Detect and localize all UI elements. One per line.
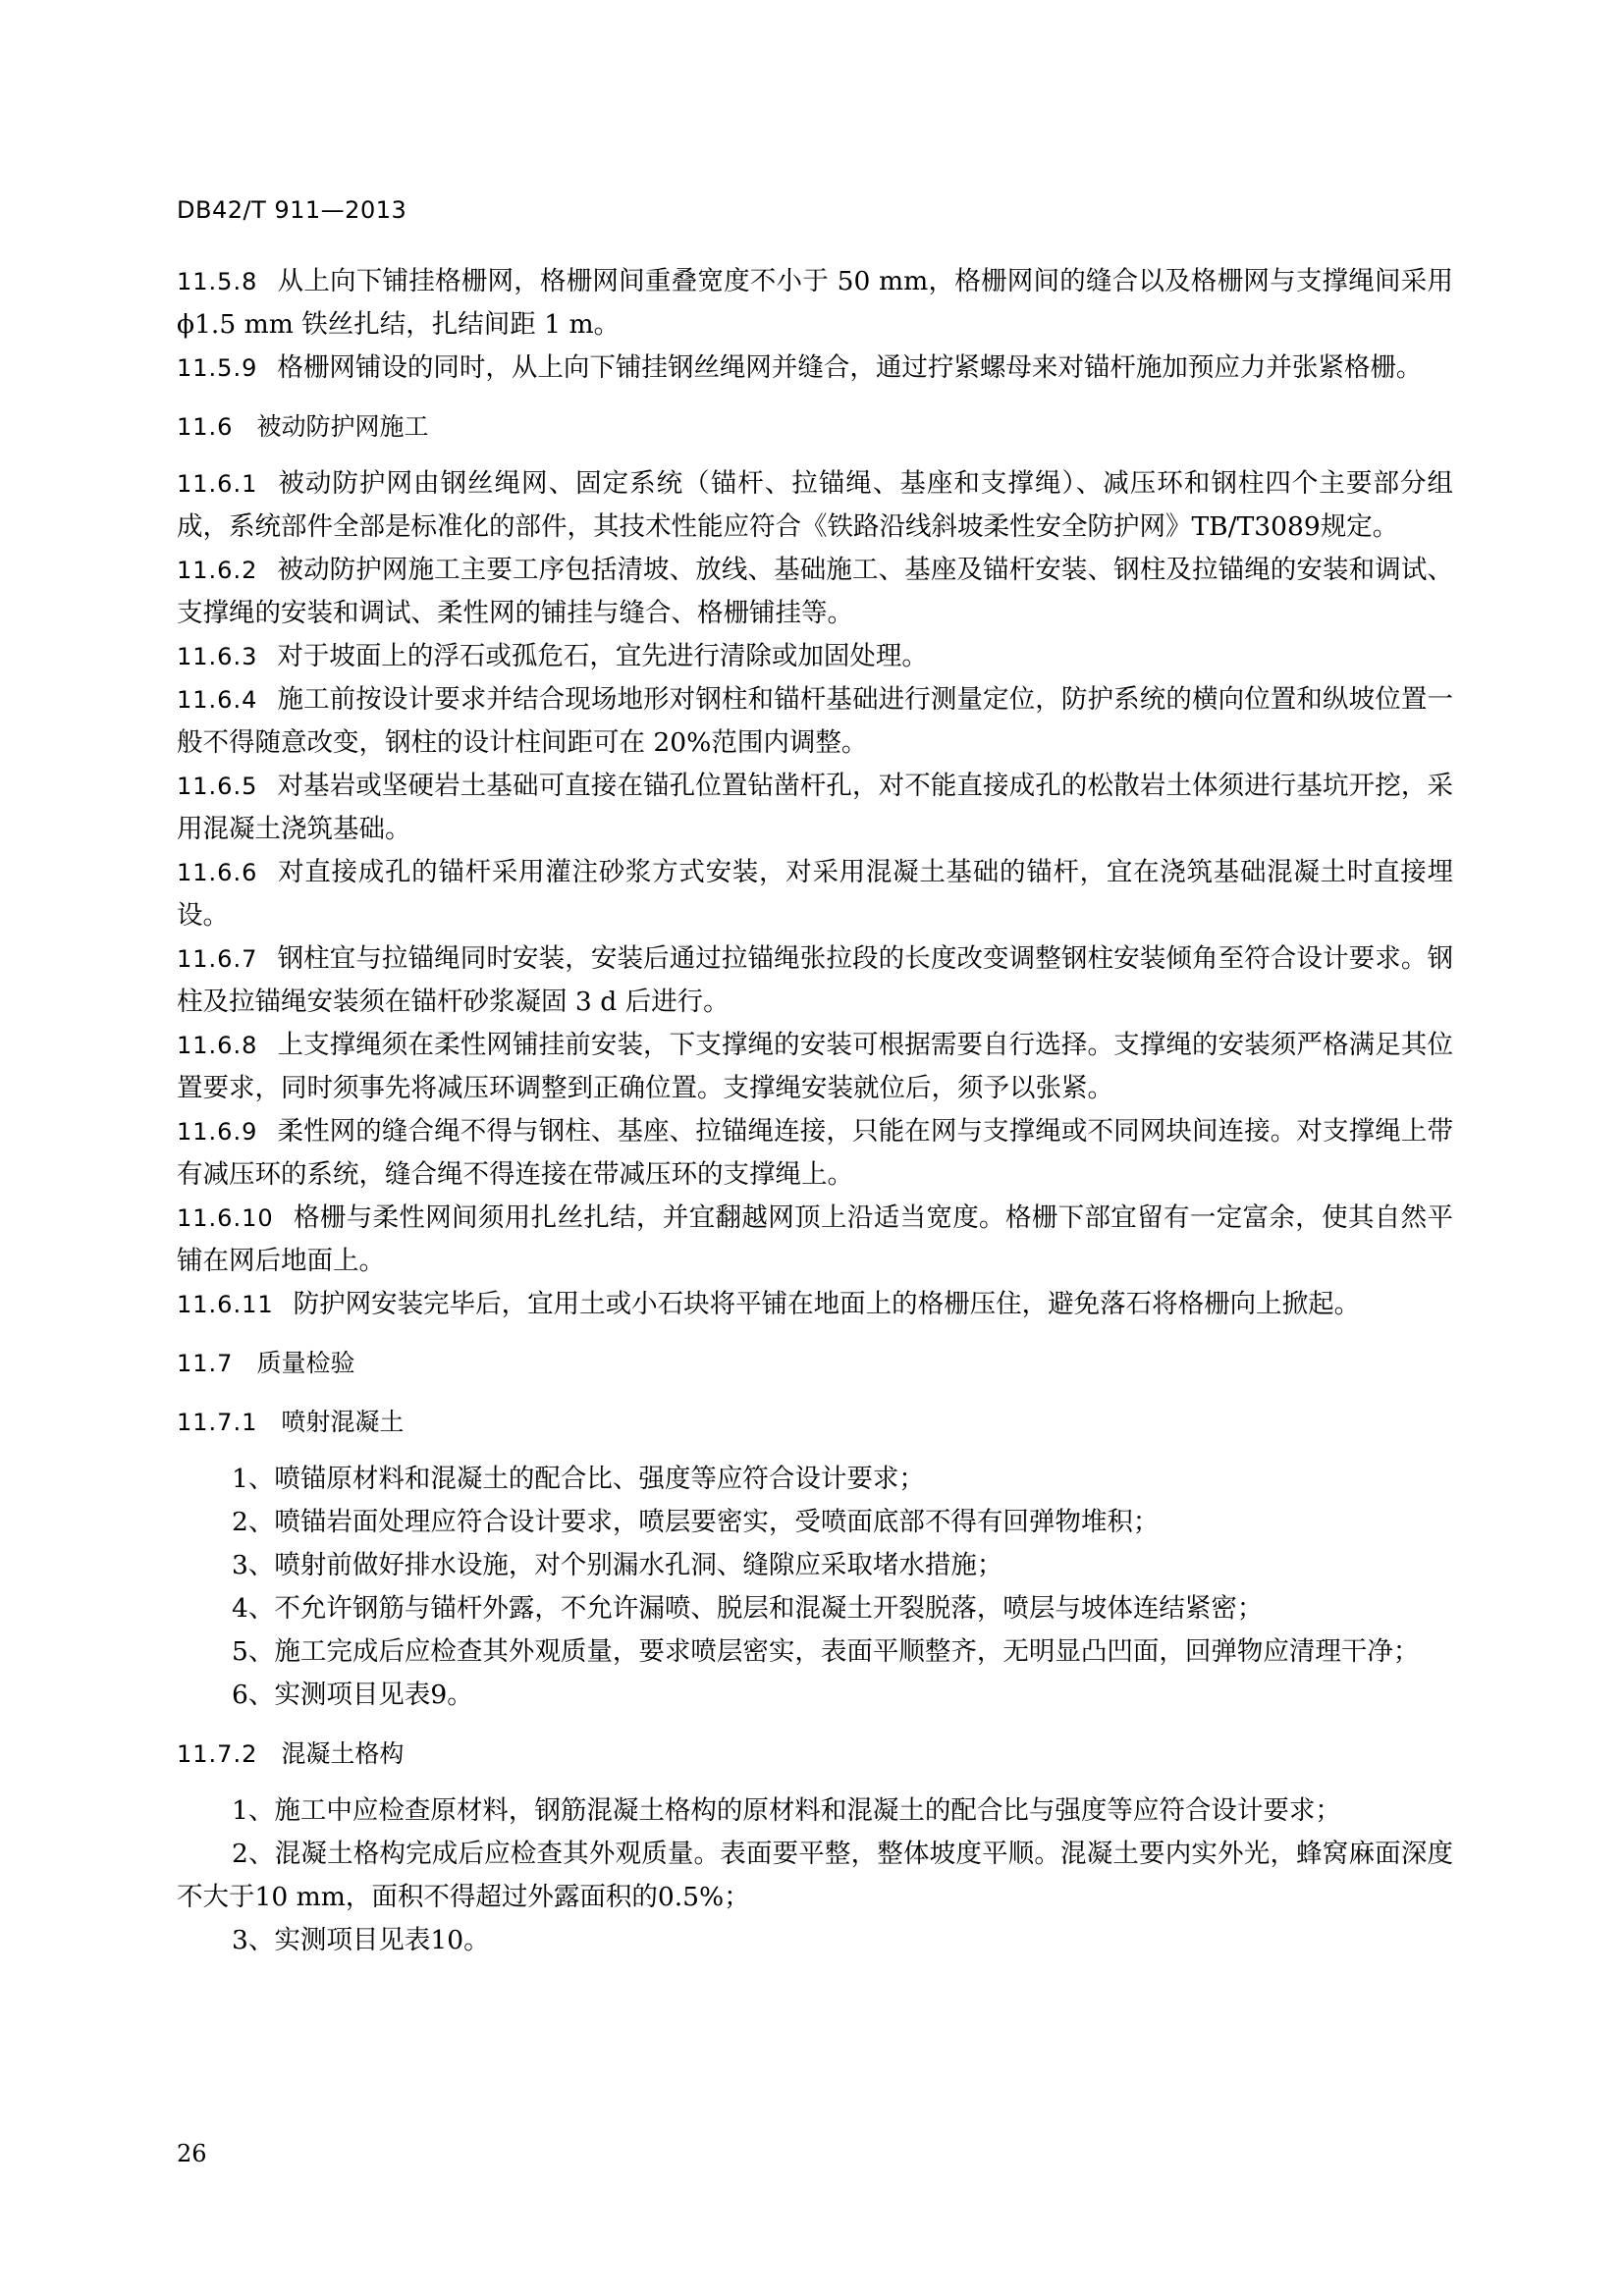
clause-number: 11.6.2	[177, 557, 258, 584]
list-item: 3、实测项目见表10。	[232, 1925, 490, 1955]
section-heading-11-6	[177, 405, 1453, 449]
clause-number: 11.6.10	[177, 1204, 274, 1232]
section-heading-11-7	[177, 1342, 1453, 1385]
clause-text: 对于坡面上的浮石或孤危石，宜先进行清除或加固处理。	[277, 641, 928, 671]
clause-number: 11.6.8	[177, 1032, 258, 1059]
page-number: 26	[177, 2140, 207, 2167]
clause-text: 被动防护网施工主要工序包括清坡、放线、基础施工、基座及锚杆安装、钢柱及拉锚绳的安装和调试、支撑绳的安装和调试、柔性网的铺挂与缝合、格栅铺挂等。	[177, 555, 1453, 628]
clause-number: 11.6.5	[177, 773, 258, 800]
list-item: 1、喷锚原材料和混凝土的配合比、强度等应符合设计要求；	[232, 1464, 925, 1494]
clause-number: 11.6.11	[177, 1291, 274, 1318]
clause-text: 格栅网铺设的同时，从上向下铺挂钢丝绳网并缝合，通过拧紧螺母来对锚杆施加预应力并张紧格栅。	[277, 352, 1423, 383]
section-heading-11-7-1	[177, 1401, 1453, 1444]
page-content	[177, 260, 1453, 1962]
clause-text: 从上向下铺挂格栅网，格栅网间重叠宽度不小于 50 mm，格栅网间的缝合以及格栅网与支撑绳间采用 ϕ1.5 mm 铁丝扎结，扎结间距 1 m。	[177, 266, 1453, 340]
clause-number: 11.6.6	[177, 859, 258, 886]
section-number: 11.7.2	[177, 1740, 258, 1768]
clause-number: 11.5.8	[177, 268, 258, 295]
clause-number: 11.6.4	[177, 686, 258, 714]
list-item: 2、混凝土格构完成后应检查其外观质量。表面要平整，整体坡度平顺。混凝土要内实外光，蜂窝麻面深度不大于10 mm，面积不得超过外露面积的0.5%；	[177, 1839, 1453, 1912]
clause-number: 11.5.9	[177, 354, 258, 382]
document-code: DB42/T 911—2013	[177, 196, 407, 224]
clause-11-6-3	[177, 635, 1453, 678]
section-title: 喷射混凝土	[281, 1408, 405, 1436]
clause-text: 对基岩或坚硬岩土基础可直接在锚孔位置钻凿杆孔，对不能直接成孔的松散岩土体须进行基坑开挖，采用混凝土浇筑基础。	[177, 771, 1453, 844]
section-title: 混凝土格构	[281, 1739, 405, 1768]
clause-11-6-7	[177, 937, 1453, 1024]
list-item: 1、施工中应检查原材料，钢筋混凝土格构的原材料和混凝土的配合比与强度等应符合设计要求；	[232, 1795, 1341, 1826]
clause-11-5-8	[177, 260, 1453, 347]
clause-number: 11.6.7	[177, 945, 258, 973]
clause-11-6-10	[177, 1197, 1453, 1283]
clause-11-6-6	[177, 851, 1453, 937]
clause-number: 11.6.9	[177, 1118, 258, 1146]
clause-text: 被动防护网由钢丝绳网、固定系统（锚杆、拉锚绳、基座和支撑绳）、减压环和钢柱四个主要部分组成，系统部件全部是标准化的部件，其技术性能应符合《铁路沿线斜坡柔性安全防护网》TB/T3089规定。	[177, 468, 1453, 542]
clause-11-6-1	[177, 462, 1453, 549]
clause-11-5-9	[177, 347, 1453, 390]
list-item: 4、不允许钢筋与锚杆外露，不允许漏喷、脱层和混凝土开裂脱落，喷层与坡体连结紧密；	[232, 1593, 1264, 1624]
section-number: 11.7	[177, 1350, 234, 1377]
clause-11-6-11	[177, 1283, 1453, 1326]
list-item: 3、喷射前做好排水设施，对个别漏水孔洞、缝隙应采取堵水措施；	[232, 1550, 1003, 1580]
section-number: 11.6	[177, 413, 234, 441]
clause-text: 格栅与柔性网间须用扎丝扎结，并宜翻越网顶上沿适当宽度。格栅下部宜留有一定富余，使其自然平铺在网后地面上。	[177, 1202, 1453, 1276]
clause-11-6-8	[177, 1024, 1453, 1110]
clause-11-6-4	[177, 678, 1453, 765]
clause-text: 上支撑绳须在柔性网铺挂前安装，下支撑绳的安装可根据需要自行选择。支撑绳的安装须严格满足其位置要求，同时须事先将减压环调整到正确位置。支撑绳安装就位后，须予以张紧。	[177, 1030, 1453, 1103]
section-number: 11.7.1	[177, 1409, 258, 1436]
section-title: 被动防护网施工	[256, 412, 429, 441]
list-item: 5、施工完成后应检查其外观质量，要求喷层密实，表面平顺整齐，无明显凸凹面，回弹物应清理干净；	[232, 1636, 1420, 1667]
section-title: 质量检验	[256, 1349, 355, 1377]
list-item: 6、实测项目见表9。	[232, 1680, 473, 1710]
clause-text: 施工前按设计要求并结合现场地形对钢柱和锚杆基础进行测量定位，防护系统的横向位置和纵坡位置一般不得随意改变，钢柱的设计柱间距可在 20%范围内调整。	[177, 684, 1453, 758]
clause-text: 钢柱宜与拉锚绳同时安装，安装后通过拉锚绳张拉段的长度改变调整钢柱安装倾角至符合设计要求。钢柱及拉锚绳安装须在锚杆砂浆凝固 3 d 后进行。	[177, 943, 1453, 1017]
clause-11-6-5	[177, 765, 1453, 851]
clause-text: 柔性网的缝合绳不得与钢柱、基座、拉锚绳连接，只能在网与支撑绳或不同网块间连接。对支撑绳上带有减压环的系统，缝合绳不得连接在带减压环的支撑绳上。	[177, 1116, 1453, 1190]
clause-text: 防护网安装完毕后，宜用土或小石块将平铺在地面上的格栅压住，避免落石将格栅向上掀起。	[293, 1289, 1361, 1319]
clause-number: 11.6.1	[177, 470, 258, 498]
clause-11-6-9	[177, 1110, 1453, 1197]
clause-11-6-2	[177, 549, 1453, 635]
clause-number: 11.6.3	[177, 643, 258, 670]
list-item: 2、喷锚岩面处理应符合设计要求，喷层要密实，受喷面底部不得有回弹物堆积；	[232, 1507, 1160, 1537]
section-heading-11-7-2	[177, 1733, 1453, 1776]
clause-text: 对直接成孔的锚杆采用灌注砂浆方式安装，对采用混凝土基础的锚杆，宜在浇筑基础混凝土时直接埋设。	[177, 857, 1453, 931]
